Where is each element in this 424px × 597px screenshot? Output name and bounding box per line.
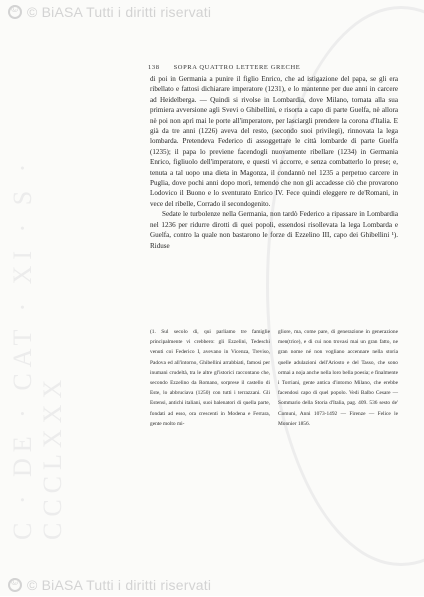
watermark-top-text: © BiASA Tutti i diritti riservati [27, 4, 212, 20]
footnote-column-left: (1. Sul secolo di, qui parliamo tre famiglie principalmente vi crebbero: gli Ezzelini, Tedeschi venuti coi Federico I, avevano in Vicenza, Treviso, Padova ed all'intorno, Ghibellini arrabbiati, famosi per inumani crudeltà, tra le altre gl'istorici raccontano che, secondo Ezzelino da Romano, sorprese il castello di Este, lo abbruciava (1250) con tutti i terrazzani. Gli Estensi, antichi italiani, suoi balenatori di quella parte, fondati ad esso, ora crescenti in Modena e Ferrara, gente molto mi- [150, 329, 270, 427]
footnote-column-right: gliore, ma, come pare, di generazione in generazione men(trice), e di cui non trovasi mai un gran fatto, ne gran nome né non vogliano accennare nella storia quelle adulazioni dell'Ariosto e del Tasso, che sono ormai a noja anche nella loro bella poesia; e finalmente i Torriani, gente antica d'intorno Milano, che erebbe facendosi capo di quel popolo. Vedi Balbo Cesare — Sommario della Storia d'Italia, pag. 409. 536 sesto de' Comuni, Anni 1073-1492 — Firenze — Felice le Monnier 1856. [278, 329, 398, 427]
page-header [148, 64, 398, 74]
watermark-top [0, 0, 424, 24]
library-stamp-lettering: C · DE · CAT · XI · S · CCCLXXX [8, 157, 67, 540]
body-paragraph: Sedate le turbolenze nella Germania, non tardò Federico a ripassare in Lombardia nel 1236 per ridurre dirotti di quei popoli, essendosi risollevata la lega Lombarda e Guelfa, contro la quale non bastarono le forze di Ezzelino III, capo dei Ghibellini ¹). Riduse [150, 210, 398, 250]
main-text [150, 74, 398, 251]
body-paragraph: di poi in Germania a punire il figlio Enrico, che ad istigazione del papa, se gli era ribellato e fattosi dichiarare imperatore (1231), e lo mantenne per due anni in carcere ad Heidelberga. — Quindi si rivolse in Lombardia, dove Milano, tornata alla sua primiera avversione agli Svevi o Ghibellini, e risorta a capo di parte Guelfa, nè allora nè poi non aprì mai le porte all'imperatore, per lasciargli prendere la corona d'Italia. E già da tre anni (1226) aveva del resto, (secondo suoi privilegi), rinnovata la lega lombarda. Pretendeva Federico di assoggettare le città lombarde di parte Guelfa (1235); il papa lo previene facendogli nuovamente ribellare (1234) in Germania Enrico, figliuolo dell'imperatore, e questi vi accorre, e senza combatterlo lo prese; e, tenuta a tal uopo una dieta in Magonza, il condannò nel 1235 a perpetuo carcere in Puglia, dove pochi anni dopo morì, temendo che non gli accadesse ciò che provarono Lodovico il Buono e lo sventurato Enrico IV. Fece quindi eleggere re de'Romani, in vece del ribelle, Corrado il secondogenito. [150, 75, 398, 208]
watermark-bottom-text: © BiASA Tutti i diritti riservati [27, 577, 212, 593]
page-number: 138 [148, 64, 160, 71]
running-title: SOPRA QUATTRO LETTERE GRECHE [173, 64, 301, 71]
footnotes [150, 327, 398, 477]
watermark-bottom [0, 573, 424, 597]
copyright-icon [8, 578, 22, 592]
copyright-icon [8, 5, 22, 19]
